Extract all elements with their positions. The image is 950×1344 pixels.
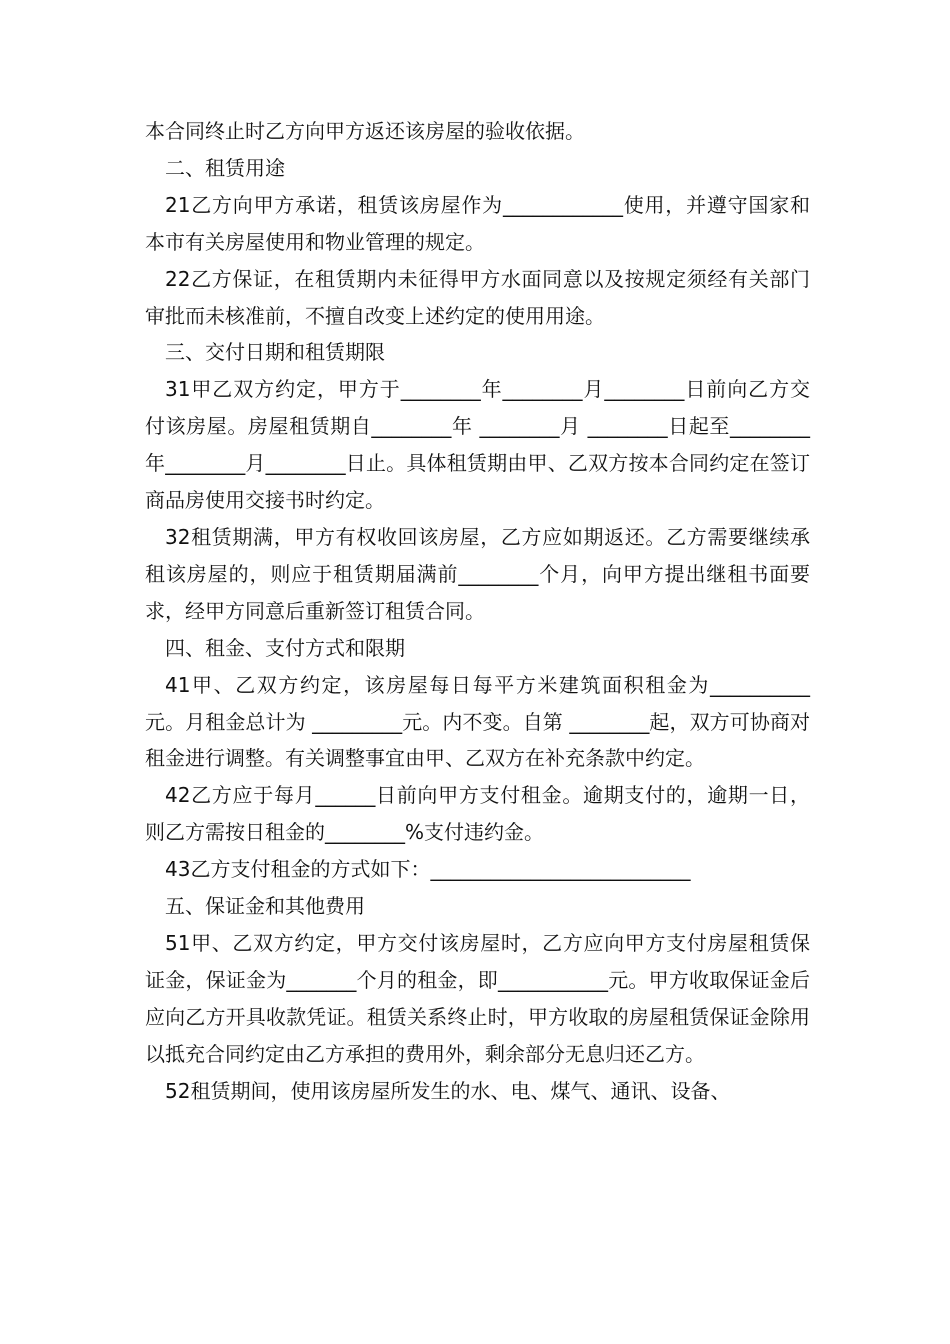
- paragraph: 31甲乙双方约定，甲方于________年________月________日前向乙方交付该房屋。房屋租赁期自________年 ________月 ________日起至________年________月________日止。具体租赁期由甲、乙双方按本合同约定在签订商品房使用交接书时约定。: [145, 377, 810, 513]
- paragraph: 51甲、乙双方约定，甲方交付该房屋时，乙方应向甲方支付房屋租赁保证金，保证金为_______个月的租金，即___________元。甲方收取保证金后应向乙方开具收款凭证。租赁关系终止时，甲方收取的房屋租赁保证金除用以抵充合同约定由乙方承担的费用外，剩余部分无息归还乙方。: [145, 930, 810, 1066]
- paragraph: 32租赁期满，甲方有权收回该房屋，乙方应如期返还。乙方需要继续承租该房屋的，则应于租赁期届满前________个月，向甲方提出继租书面要求，经甲方同意后重新签订租赁合同。: [145, 524, 810, 623]
- paragraph: 42乙方应于每月______日前向甲方支付租金。逾期支付的，逾期一日，则乙方需按日租金的________%支付违约金。: [145, 783, 810, 845]
- section-heading: 二、租赁用途: [165, 155, 285, 180]
- section-heading: 五、保证金和其他费用: [165, 894, 365, 919]
- paragraph: 43乙方支付租金的方式如下：__________________________: [165, 857, 691, 882]
- paragraph: 41甲、乙双方约定，该房屋每日每平方米建筑面积租金为__________元。月租金总计为 _________元。内不变。自第 ________起，双方可协商对租金进行调整。有关调整事宜由甲、乙双方在补充条款中约定。: [145, 672, 810, 771]
- paragraph: 21乙方向甲方承诺，租赁该房屋作为____________使用，并遵守国家和本市有关房屋使用和物业管理的规定。: [145, 192, 810, 254]
- paragraph: 52租赁期间，使用该房屋所发生的水、电、煤气、通讯、设备、: [165, 1078, 731, 1103]
- paragraph: 本合同终止时乙方向甲方返还该房屋的验收依据。: [145, 119, 585, 143]
- document-body: [145, 113, 810, 1109]
- section-heading: 四、租金、支付方式和限期: [165, 635, 405, 660]
- section-heading: 三、交付日期和租赁期限: [165, 340, 385, 365]
- paragraph: 22乙方保证，在租赁期内未征得甲方水面同意以及按规定须经有关部门审批而未核准前，不擅自改变上述约定的使用用途。: [145, 266, 810, 328]
